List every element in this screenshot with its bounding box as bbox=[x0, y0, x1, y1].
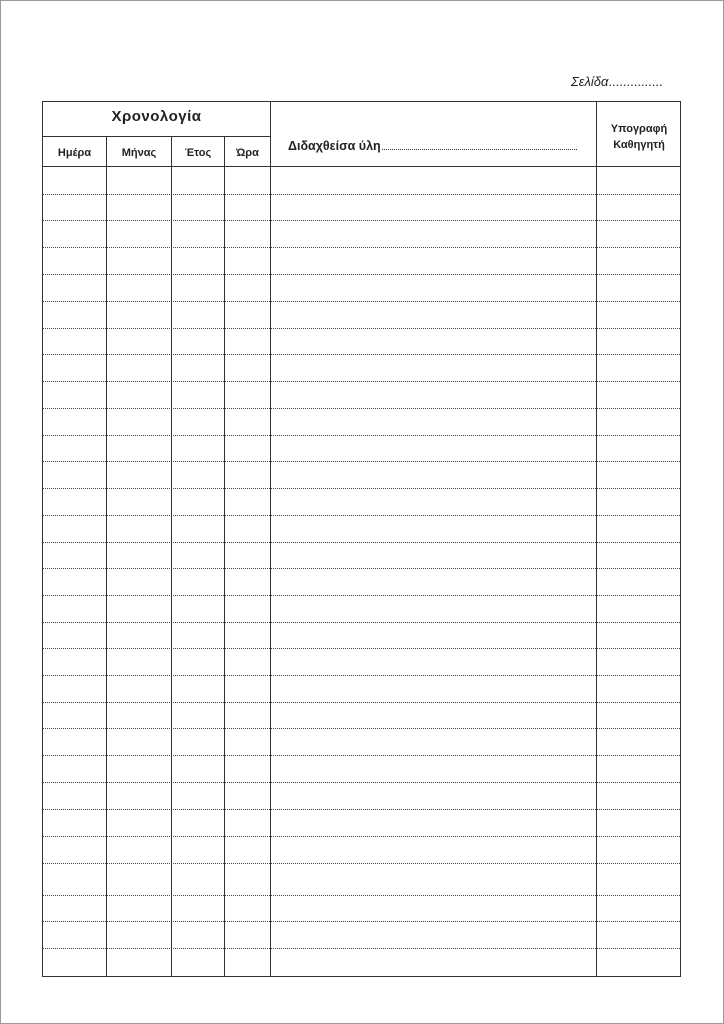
divider-month-year bbox=[171, 136, 172, 976]
class-log-table bbox=[42, 101, 681, 977]
signature-label-line1: Υπογραφή bbox=[610, 123, 668, 135]
ruled-row bbox=[43, 328, 680, 329]
ruled-row bbox=[43, 301, 680, 302]
header-bottom-line bbox=[43, 166, 680, 167]
page-number-dots: ............... bbox=[608, 74, 663, 89]
divider-year-hour bbox=[224, 136, 225, 976]
divider-topic-signature bbox=[596, 102, 597, 976]
column-header-hour: Ώρα bbox=[236, 147, 259, 159]
ruled-row bbox=[43, 755, 680, 756]
divider-date-topic bbox=[270, 102, 271, 976]
date-group-title: Χρονολογία bbox=[111, 108, 202, 125]
ruled-row bbox=[43, 435, 680, 436]
ruled-row bbox=[43, 247, 680, 248]
ruled-row bbox=[43, 274, 680, 275]
ruled-row bbox=[43, 921, 680, 922]
signature-label-line2: Καθηγητή bbox=[613, 139, 665, 151]
column-header-month: Μήνας bbox=[121, 147, 157, 159]
page-number-label: Σελίδα bbox=[571, 74, 609, 89]
ruled-row bbox=[43, 461, 680, 462]
ruled-row bbox=[43, 354, 680, 355]
ruled-row bbox=[43, 782, 680, 783]
ruled-row bbox=[43, 408, 680, 409]
ruled-row bbox=[43, 728, 680, 729]
ruled-row bbox=[43, 381, 680, 382]
page-number-field bbox=[571, 74, 663, 89]
ruled-row bbox=[43, 488, 680, 489]
ruled-row bbox=[43, 675, 680, 676]
date-group-underline bbox=[43, 136, 270, 137]
ruled-row bbox=[43, 515, 680, 516]
column-header-day: Ημέρα bbox=[57, 147, 92, 159]
ruled-row bbox=[43, 220, 680, 221]
column-header-year: Έτος bbox=[184, 147, 212, 159]
ruled-row bbox=[43, 948, 680, 949]
ruled-row bbox=[43, 194, 680, 195]
ruled-row bbox=[43, 895, 680, 896]
ruled-row bbox=[43, 622, 680, 623]
divider-day-month bbox=[106, 136, 107, 976]
column-header-signature bbox=[597, 121, 681, 153]
ruled-row bbox=[43, 568, 680, 569]
ruled-row bbox=[43, 863, 680, 864]
ruled-row bbox=[43, 595, 680, 596]
ruled-row bbox=[43, 809, 680, 810]
ruled-row bbox=[43, 836, 680, 837]
topic-label: Διδαχθείσα ύλη bbox=[288, 139, 381, 153]
topic-dotted-fill bbox=[382, 149, 577, 150]
ruled-row bbox=[43, 648, 680, 649]
ruled-row bbox=[43, 702, 680, 703]
column-header-topic bbox=[288, 139, 577, 153]
ruled-row bbox=[43, 542, 680, 543]
